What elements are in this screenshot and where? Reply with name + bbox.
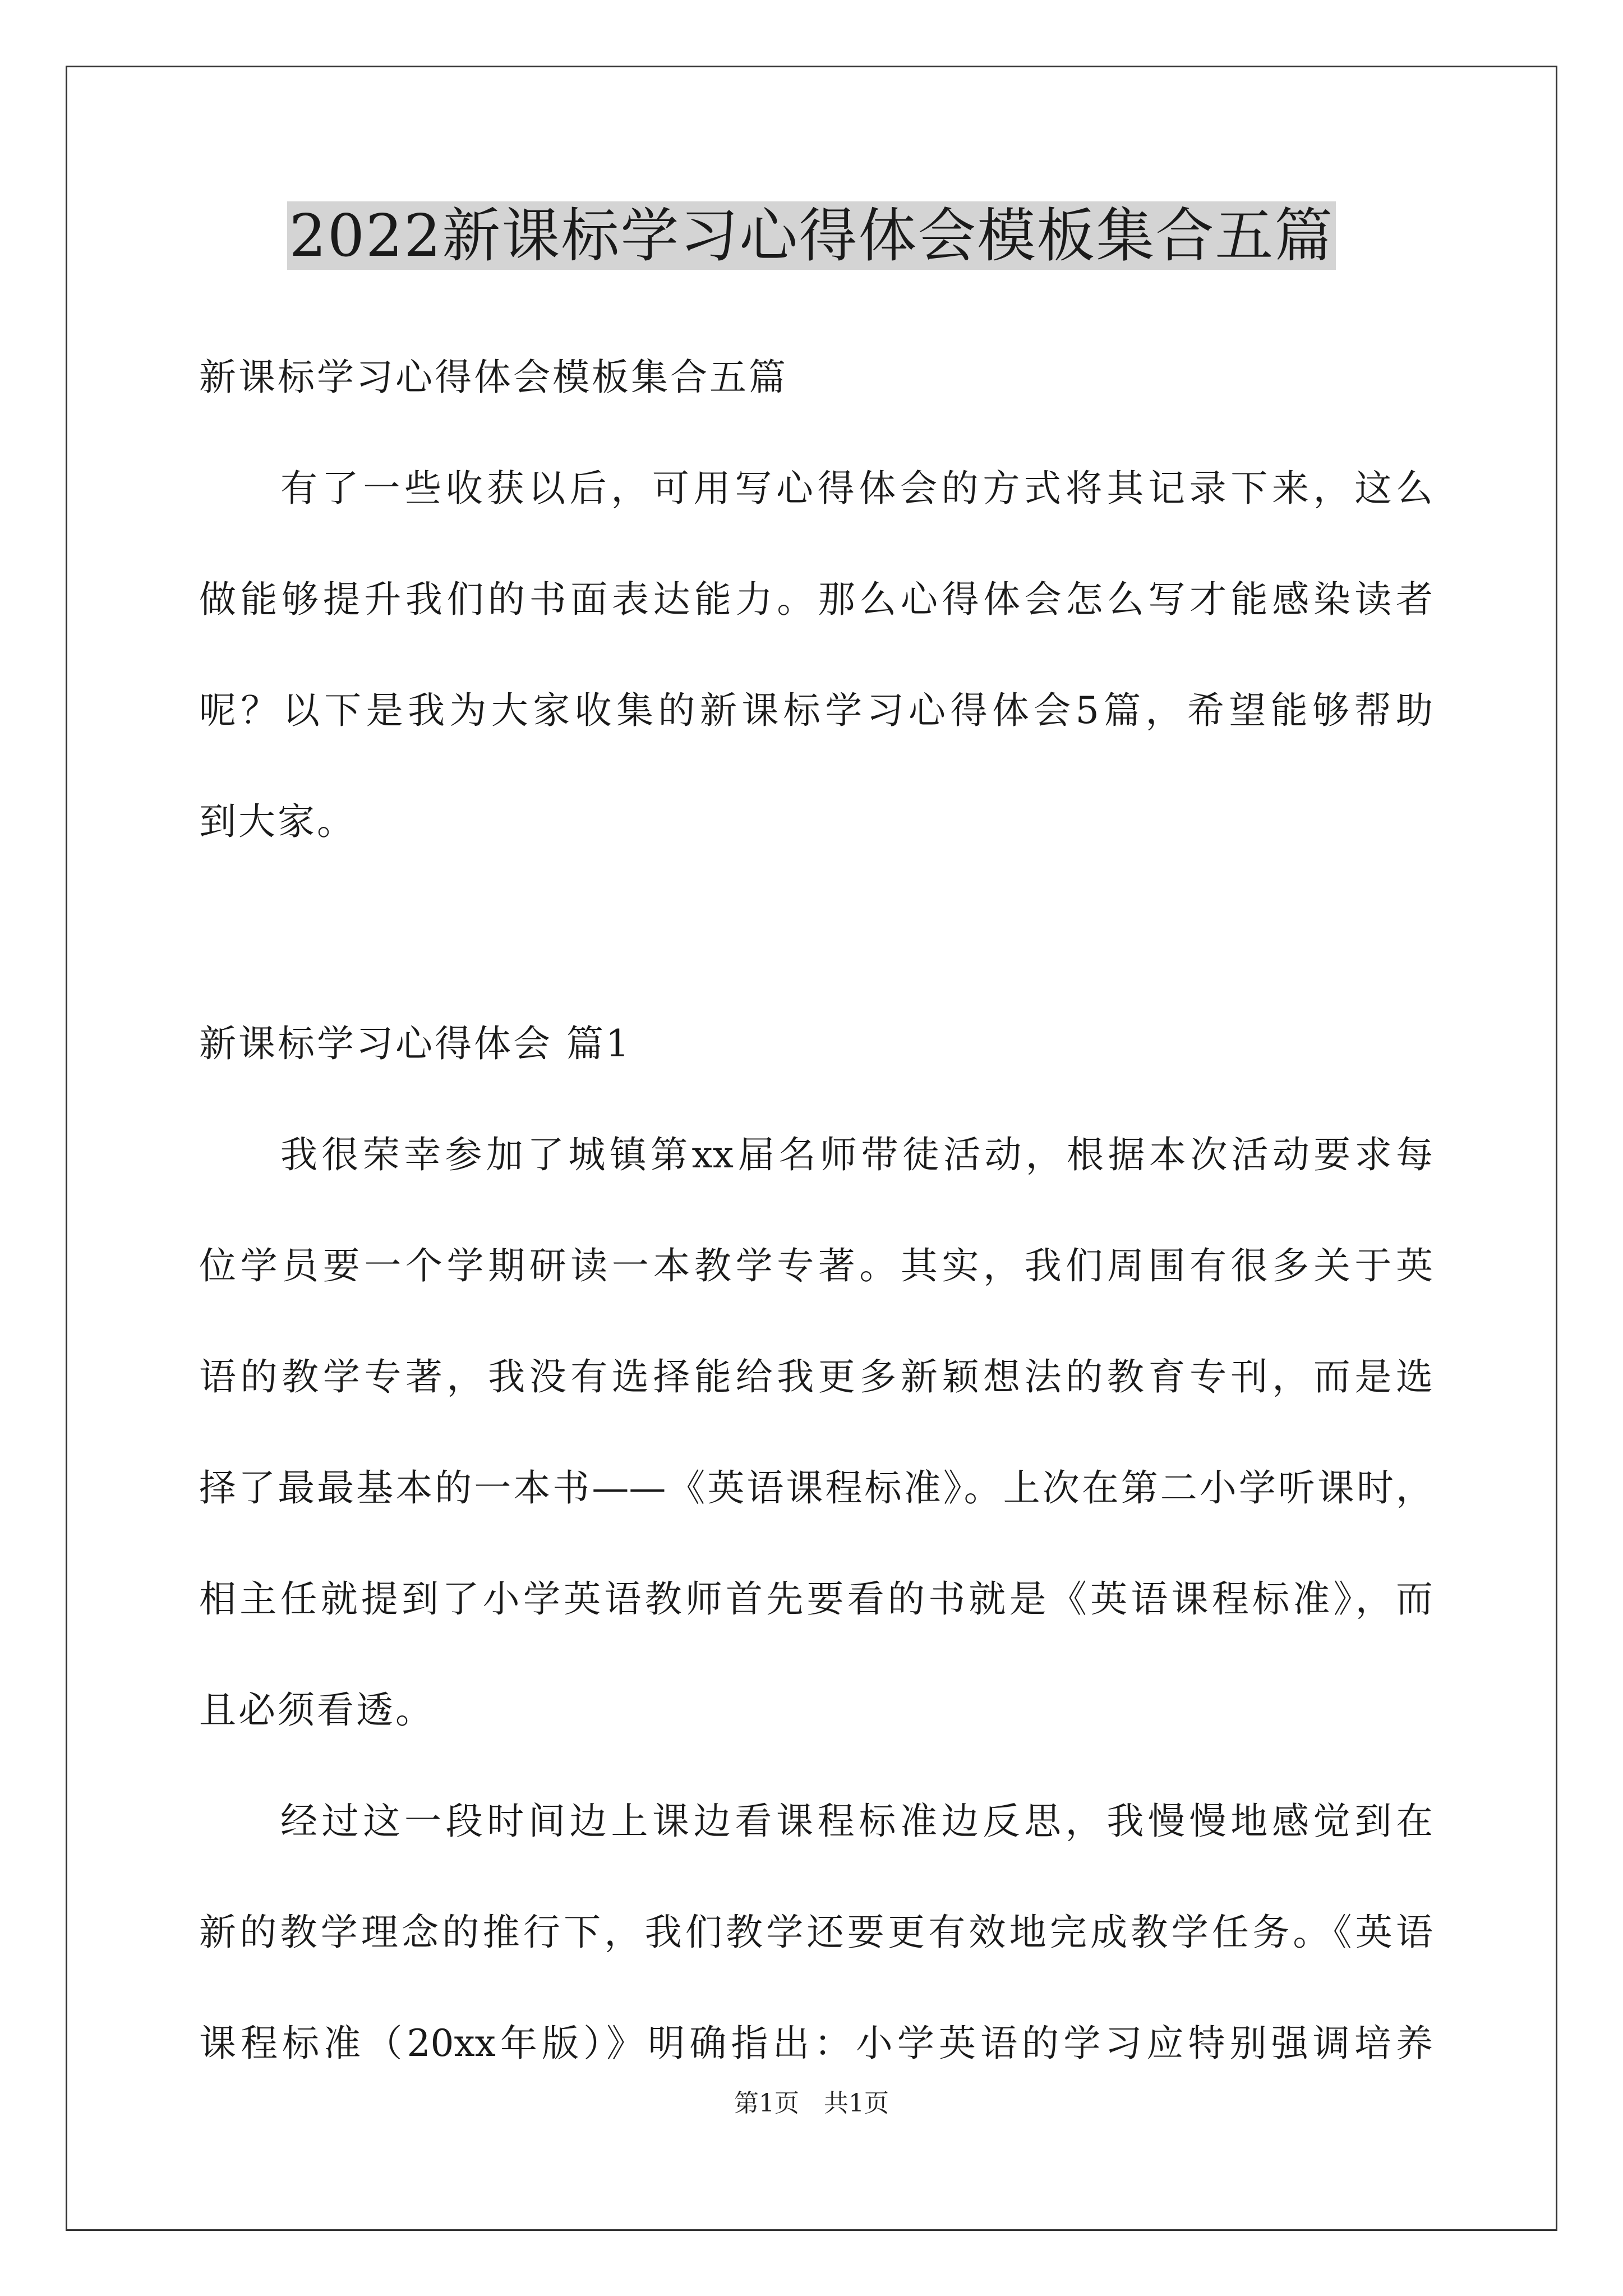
intro-line: 有了一些收获以后，可用写心得体会的方式将其记录下来，这么 <box>280 467 1433 510</box>
paragraph-line: 课程标准（20xx年版）》明确指出：小学英语的学习应特别强调培养 <box>199 2022 1433 2065</box>
document-subtitle: 新课标学习心得体会模板集合五篇 <box>199 356 788 399</box>
intro-line: 做能够提升我们的书面表达能力。那么心得体会怎么写才能感染读者 <box>199 578 1433 621</box>
paragraph-line: 择了最最基本的一本书——《英语课程标准》。上次在第二小学听课时， <box>199 1466 1433 1510</box>
paragraph-line: 我很荣幸参加了城镇第xx届名师带徒活动，根据本次活动要求每 <box>280 1133 1433 1176</box>
paragraph-line: 语的教学专著，我没有选择能给我更多新颖想法的教育专刊，而是选 <box>199 1355 1433 1398</box>
document-title-text: 2022新课标学习心得体会模板集合五篇 <box>287 201 1336 270</box>
paragraph-line: 且必须看透。 <box>199 1688 435 1732</box>
section-heading: 新课标学习心得体会 篇1 <box>199 1022 631 1065</box>
page-indicator: 第1页 共1页 <box>734 2089 889 2118</box>
paragraph-line: 新的教学理念的推行下，我们教学还要更有效地完成教学任务。《英语 <box>199 1911 1433 1954</box>
paragraph-line: 相主任就提到了小学英语教师首先要看的书就是《英语课程标准》，而 <box>199 1577 1433 1621</box>
document-title <box>0 199 1623 272</box>
intro-line: 到大家。 <box>199 800 356 843</box>
paragraph-line: 位学员要一个学期研读一本教学专著。其实，我们周围有很多关于英 <box>199 1244 1433 1287</box>
intro-line: 呢？以下是我为大家收集的新课标学习心得体会5篇，希望能够帮助 <box>199 689 1433 732</box>
paragraph-line: 经过这一段时间边上课边看课程标准边反思，我慢慢地感觉到在 <box>280 1800 1433 1843</box>
